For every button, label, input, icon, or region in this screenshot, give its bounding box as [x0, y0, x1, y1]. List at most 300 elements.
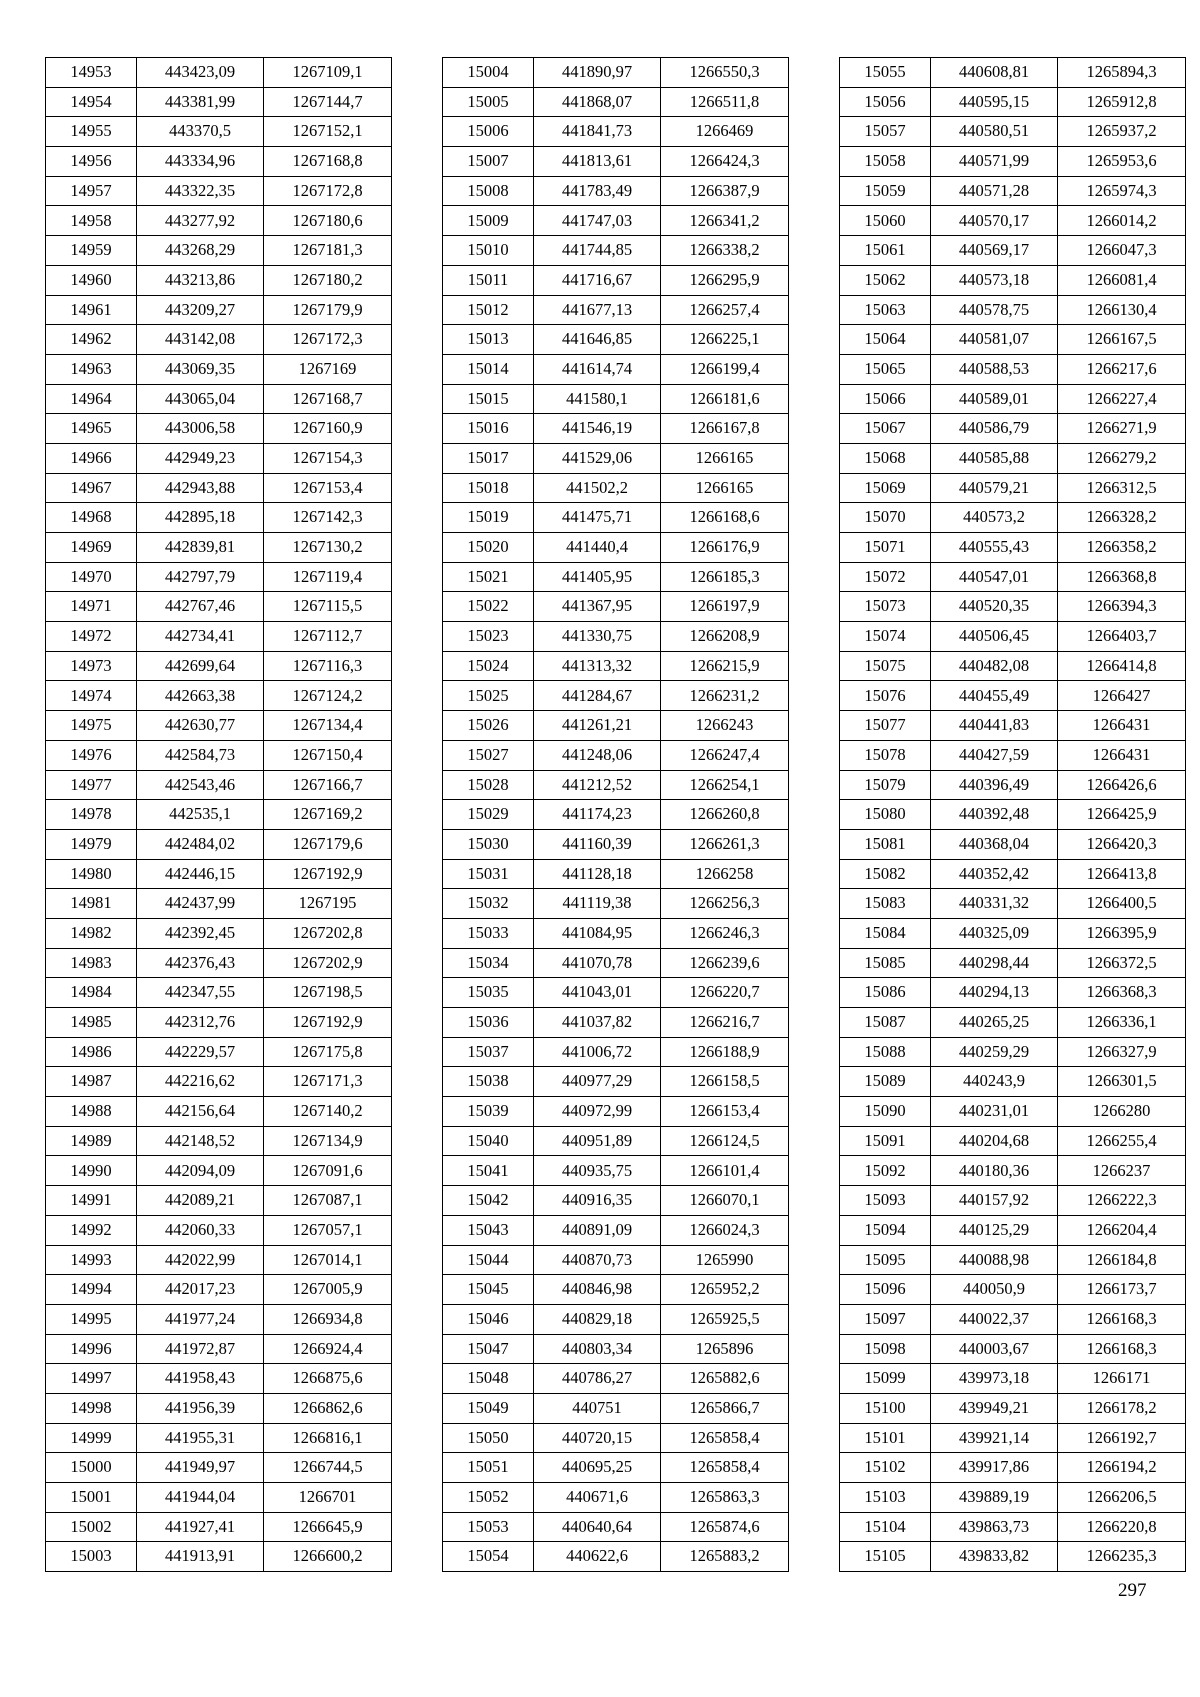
table-row — [443, 1364, 789, 1394]
table-row — [840, 295, 1186, 325]
y-coordinate-cell: 1266184,8 — [1058, 1245, 1186, 1275]
point-number-cell: 15048 — [443, 1364, 534, 1394]
x-coordinate-cell: 439921,14 — [931, 1423, 1058, 1453]
point-number-cell: 15013 — [443, 325, 534, 355]
table-row — [840, 859, 1186, 889]
x-coordinate-cell: 440589,01 — [931, 384, 1058, 414]
table-row — [46, 265, 392, 295]
x-coordinate-cell: 440352,42 — [931, 859, 1058, 889]
point-number-cell: 15027 — [443, 740, 534, 770]
point-number-cell: 15031 — [443, 859, 534, 889]
point-number-cell: 14954 — [46, 87, 137, 117]
point-number-cell: 15043 — [443, 1215, 534, 1245]
y-coordinate-cell: 1267140,2 — [264, 1097, 392, 1127]
table-row — [443, 1156, 789, 1186]
table-row — [46, 622, 392, 652]
point-number-cell: 15033 — [443, 918, 534, 948]
y-coordinate-cell: 1267130,2 — [264, 533, 392, 563]
point-number-cell: 15047 — [443, 1334, 534, 1364]
x-coordinate-cell: 442437,99 — [137, 889, 264, 919]
point-number-cell: 15001 — [46, 1483, 137, 1513]
y-coordinate-cell: 1266101,4 — [661, 1156, 789, 1186]
x-coordinate-cell: 441646,85 — [534, 325, 661, 355]
x-coordinate-cell: 440751 — [534, 1393, 661, 1423]
x-coordinate-cell: 442216,62 — [137, 1067, 264, 1097]
point-number-cell: 15019 — [443, 503, 534, 533]
y-coordinate-cell: 1266387,9 — [661, 176, 789, 206]
y-coordinate-cell: 1267169 — [264, 354, 392, 384]
x-coordinate-cell: 442767,46 — [137, 592, 264, 622]
y-coordinate-cell: 1266243 — [661, 711, 789, 741]
table-row — [46, 87, 392, 117]
table-row — [46, 206, 392, 236]
table-row — [46, 354, 392, 384]
point-number-cell: 15037 — [443, 1037, 534, 1067]
x-coordinate-cell: 442895,18 — [137, 503, 264, 533]
table-row — [46, 918, 392, 948]
point-number-cell: 15039 — [443, 1097, 534, 1127]
point-number-cell: 15023 — [443, 622, 534, 652]
table-row — [443, 1186, 789, 1216]
table-row — [46, 503, 392, 533]
point-number-cell: 15085 — [840, 948, 931, 978]
point-number-cell: 15079 — [840, 770, 931, 800]
point-number-cell: 14958 — [46, 206, 137, 236]
y-coordinate-cell: 1267168,8 — [264, 147, 392, 177]
point-number-cell: 15075 — [840, 651, 931, 681]
x-coordinate-cell: 440003,67 — [931, 1334, 1058, 1364]
point-number-cell: 14988 — [46, 1097, 137, 1127]
table-row — [46, 1304, 392, 1334]
table-row — [46, 1186, 392, 1216]
x-coordinate-cell: 440671,6 — [534, 1483, 661, 1513]
table-row — [840, 1008, 1186, 1038]
table-row — [46, 889, 392, 919]
x-coordinate-cell: 440581,07 — [931, 325, 1058, 355]
y-coordinate-cell: 1266168,3 — [1058, 1304, 1186, 1334]
point-number-cell: 15082 — [840, 859, 931, 889]
point-number-cell: 15105 — [840, 1542, 931, 1572]
point-number-cell: 15080 — [840, 800, 931, 830]
x-coordinate-cell: 439917,86 — [931, 1453, 1058, 1483]
table-row — [840, 829, 1186, 859]
point-number-cell: 14967 — [46, 473, 137, 503]
y-coordinate-cell: 1267179,9 — [264, 295, 392, 325]
x-coordinate-cell: 443334,96 — [137, 147, 264, 177]
y-coordinate-cell: 1265894,3 — [1058, 58, 1186, 88]
y-coordinate-cell: 1266338,2 — [661, 236, 789, 266]
point-number-cell: 15007 — [443, 147, 534, 177]
x-coordinate-cell: 441367,95 — [534, 592, 661, 622]
page-number: 297 — [1118, 1580, 1147, 1601]
y-coordinate-cell: 1266431 — [1058, 740, 1186, 770]
table-row — [46, 295, 392, 325]
table-row — [46, 978, 392, 1008]
y-coordinate-cell: 1266261,3 — [661, 829, 789, 859]
point-number-cell: 15089 — [840, 1067, 931, 1097]
x-coordinate-cell: 443322,35 — [137, 176, 264, 206]
table-row — [443, 533, 789, 563]
table-row — [840, 1453, 1186, 1483]
x-coordinate-cell: 440022,37 — [931, 1304, 1058, 1334]
point-number-cell: 15053 — [443, 1512, 534, 1542]
table-row — [840, 176, 1186, 206]
table-row — [443, 236, 789, 266]
table-row — [443, 473, 789, 503]
x-coordinate-cell: 441949,97 — [137, 1453, 264, 1483]
y-coordinate-cell: 1265874,6 — [661, 1512, 789, 1542]
y-coordinate-cell: 1266165 — [661, 473, 789, 503]
table-row — [46, 147, 392, 177]
x-coordinate-cell: 443370,5 — [137, 117, 264, 147]
point-number-cell: 15093 — [840, 1186, 931, 1216]
point-number-cell: 15045 — [443, 1275, 534, 1305]
table-row — [443, 1423, 789, 1453]
table-row — [840, 1364, 1186, 1394]
table-row — [46, 740, 392, 770]
x-coordinate-cell: 440520,35 — [931, 592, 1058, 622]
table-row — [443, 206, 789, 236]
x-coordinate-cell: 441546,19 — [534, 414, 661, 444]
table-row — [840, 918, 1186, 948]
y-coordinate-cell: 1266199,4 — [661, 354, 789, 384]
table-row — [443, 978, 789, 1008]
y-coordinate-cell: 1266701 — [264, 1483, 392, 1513]
table-row — [46, 176, 392, 206]
point-number-cell: 15087 — [840, 1008, 931, 1038]
x-coordinate-cell: 440622,6 — [534, 1542, 661, 1572]
point-number-cell: 15076 — [840, 681, 931, 711]
table-row — [46, 384, 392, 414]
point-number-cell: 15038 — [443, 1067, 534, 1097]
x-coordinate-cell: 440586,79 — [931, 414, 1058, 444]
x-coordinate-cell: 443069,35 — [137, 354, 264, 384]
table-row — [46, 1215, 392, 1245]
point-number-cell: 15063 — [840, 295, 931, 325]
y-coordinate-cell: 1266176,9 — [661, 533, 789, 563]
x-coordinate-cell: 442060,33 — [137, 1215, 264, 1245]
x-coordinate-cell: 440916,35 — [534, 1186, 661, 1216]
y-coordinate-cell: 1266024,3 — [661, 1215, 789, 1245]
x-coordinate-cell: 440231,01 — [931, 1097, 1058, 1127]
y-coordinate-cell: 1266816,1 — [264, 1423, 392, 1453]
x-coordinate-cell: 442949,23 — [137, 443, 264, 473]
point-number-cell: 14996 — [46, 1334, 137, 1364]
x-coordinate-cell: 440427,59 — [931, 740, 1058, 770]
table-row — [840, 1334, 1186, 1364]
table-row — [46, 859, 392, 889]
point-number-cell: 15011 — [443, 265, 534, 295]
table-row — [46, 236, 392, 266]
y-coordinate-cell: 1265882,6 — [661, 1364, 789, 1394]
x-coordinate-cell: 442094,09 — [137, 1156, 264, 1186]
table-row — [46, 1067, 392, 1097]
point-number-cell: 15062 — [840, 265, 931, 295]
table-row — [46, 443, 392, 473]
table-row — [443, 117, 789, 147]
table-row — [46, 325, 392, 355]
y-coordinate-cell: 1267172,8 — [264, 176, 392, 206]
point-number-cell: 14979 — [46, 829, 137, 859]
point-number-cell: 15030 — [443, 829, 534, 859]
y-coordinate-cell: 1265858,4 — [661, 1453, 789, 1483]
table-row — [46, 1037, 392, 1067]
x-coordinate-cell: 441747,03 — [534, 206, 661, 236]
x-coordinate-cell: 443213,86 — [137, 265, 264, 295]
table-row — [840, 948, 1186, 978]
y-coordinate-cell: 1267198,5 — [264, 978, 392, 1008]
y-coordinate-cell: 1266153,4 — [661, 1097, 789, 1127]
point-number-cell: 15022 — [443, 592, 534, 622]
table-row — [46, 592, 392, 622]
y-coordinate-cell: 1266368,3 — [1058, 978, 1186, 1008]
x-coordinate-cell: 440580,51 — [931, 117, 1058, 147]
point-number-cell: 14961 — [46, 295, 137, 325]
point-number-cell: 15098 — [840, 1334, 931, 1364]
point-number-cell: 15050 — [443, 1423, 534, 1453]
x-coordinate-cell: 440870,73 — [534, 1245, 661, 1275]
table-row — [840, 1245, 1186, 1275]
x-coordinate-cell: 442376,43 — [137, 948, 264, 978]
table-row — [443, 1245, 789, 1275]
x-coordinate-cell: 440125,29 — [931, 1215, 1058, 1245]
x-coordinate-cell: 442630,77 — [137, 711, 264, 741]
point-number-cell: 14976 — [46, 740, 137, 770]
point-number-cell: 14959 — [46, 236, 137, 266]
y-coordinate-cell: 1265952,2 — [661, 1275, 789, 1305]
table-row — [46, 1275, 392, 1305]
y-coordinate-cell: 1266280 — [1058, 1097, 1186, 1127]
y-coordinate-cell: 1266257,4 — [661, 295, 789, 325]
point-number-cell: 15064 — [840, 325, 931, 355]
y-coordinate-cell: 1265896 — [661, 1334, 789, 1364]
y-coordinate-cell: 1265953,6 — [1058, 147, 1186, 177]
y-coordinate-cell: 1266368,8 — [1058, 562, 1186, 592]
point-number-cell: 15020 — [443, 533, 534, 563]
x-coordinate-cell: 440578,75 — [931, 295, 1058, 325]
x-coordinate-cell: 439949,21 — [931, 1393, 1058, 1423]
y-coordinate-cell: 1267152,1 — [264, 117, 392, 147]
table-row — [840, 354, 1186, 384]
y-coordinate-cell: 1266744,5 — [264, 1453, 392, 1483]
table-row — [443, 1067, 789, 1097]
y-coordinate-cell: 1267091,6 — [264, 1156, 392, 1186]
y-coordinate-cell: 1266220,8 — [1058, 1512, 1186, 1542]
x-coordinate-cell: 442392,45 — [137, 918, 264, 948]
coordinates-table-3 — [839, 57, 1186, 1572]
x-coordinate-cell: 443277,92 — [137, 206, 264, 236]
point-number-cell: 14972 — [46, 622, 137, 652]
x-coordinate-cell: 440455,49 — [931, 681, 1058, 711]
x-coordinate-cell: 440396,49 — [931, 770, 1058, 800]
x-coordinate-cell: 442347,55 — [137, 978, 264, 1008]
y-coordinate-cell: 1265974,3 — [1058, 176, 1186, 206]
table-row — [840, 87, 1186, 117]
x-coordinate-cell: 442584,73 — [137, 740, 264, 770]
point-number-cell: 15028 — [443, 770, 534, 800]
x-coordinate-cell: 443209,27 — [137, 295, 264, 325]
y-coordinate-cell: 1266426,6 — [1058, 770, 1186, 800]
point-number-cell: 15025 — [443, 681, 534, 711]
table-row — [443, 1126, 789, 1156]
point-number-cell: 15010 — [443, 236, 534, 266]
x-coordinate-cell: 440846,98 — [534, 1275, 661, 1305]
point-number-cell: 15074 — [840, 622, 931, 652]
x-coordinate-cell: 440157,92 — [931, 1186, 1058, 1216]
table-row — [443, 1483, 789, 1513]
x-coordinate-cell: 440951,89 — [534, 1126, 661, 1156]
point-number-cell: 14994 — [46, 1275, 137, 1305]
table-row — [840, 58, 1186, 88]
point-number-cell: 15088 — [840, 1037, 931, 1067]
y-coordinate-cell: 1266168,6 — [661, 503, 789, 533]
table-row — [840, 562, 1186, 592]
point-number-cell: 14968 — [46, 503, 137, 533]
x-coordinate-cell: 440298,44 — [931, 948, 1058, 978]
point-number-cell: 14982 — [46, 918, 137, 948]
y-coordinate-cell: 1266327,9 — [1058, 1037, 1186, 1067]
y-coordinate-cell: 1267119,4 — [264, 562, 392, 592]
x-coordinate-cell: 441913,91 — [137, 1542, 264, 1572]
x-coordinate-cell: 440259,29 — [931, 1037, 1058, 1067]
point-number-cell: 15000 — [46, 1453, 137, 1483]
y-coordinate-cell: 1266178,2 — [1058, 1393, 1186, 1423]
table-row — [46, 1393, 392, 1423]
point-number-cell: 15054 — [443, 1542, 534, 1572]
x-coordinate-cell: 442734,41 — [137, 622, 264, 652]
y-coordinate-cell: 1266215,9 — [661, 651, 789, 681]
table-row — [840, 1423, 1186, 1453]
table-row — [840, 651, 1186, 681]
y-coordinate-cell: 1266550,3 — [661, 58, 789, 88]
point-number-cell: 15017 — [443, 443, 534, 473]
table-row — [46, 1126, 392, 1156]
y-coordinate-cell: 1266124,5 — [661, 1126, 789, 1156]
y-coordinate-cell: 1266645,9 — [264, 1512, 392, 1542]
y-coordinate-cell: 1267153,4 — [264, 473, 392, 503]
table-row — [840, 1186, 1186, 1216]
y-coordinate-cell: 1267154,3 — [264, 443, 392, 473]
table-row — [443, 740, 789, 770]
y-coordinate-cell: 1267134,4 — [264, 711, 392, 741]
y-coordinate-cell: 1266295,9 — [661, 265, 789, 295]
y-coordinate-cell: 1266014,2 — [1058, 206, 1186, 236]
coordinates-table-2 — [442, 57, 789, 1572]
x-coordinate-cell: 440608,81 — [931, 58, 1058, 88]
y-coordinate-cell: 1265858,4 — [661, 1423, 789, 1453]
table-row — [46, 948, 392, 978]
point-number-cell: 15060 — [840, 206, 931, 236]
table-row — [443, 1393, 789, 1423]
point-number-cell: 15066 — [840, 384, 931, 414]
table-row — [443, 622, 789, 652]
y-coordinate-cell: 1265863,3 — [661, 1483, 789, 1513]
table-row — [840, 1156, 1186, 1186]
table-row — [443, 1037, 789, 1067]
x-coordinate-cell: 440977,29 — [534, 1067, 661, 1097]
point-number-cell: 14993 — [46, 1245, 137, 1275]
point-number-cell: 14974 — [46, 681, 137, 711]
table-row — [443, 1097, 789, 1127]
x-coordinate-cell: 441972,87 — [137, 1334, 264, 1364]
x-coordinate-cell: 439973,18 — [931, 1364, 1058, 1394]
x-coordinate-cell: 441440,4 — [534, 533, 661, 563]
y-coordinate-cell: 1267180,2 — [264, 265, 392, 295]
point-number-cell: 15061 — [840, 236, 931, 266]
table-row — [840, 592, 1186, 622]
point-number-cell: 15091 — [840, 1126, 931, 1156]
x-coordinate-cell: 441119,38 — [534, 889, 661, 919]
table-row — [840, 117, 1186, 147]
y-coordinate-cell: 1266185,3 — [661, 562, 789, 592]
x-coordinate-cell: 441502,2 — [534, 473, 661, 503]
y-coordinate-cell: 1267144,7 — [264, 87, 392, 117]
point-number-cell: 14989 — [46, 1126, 137, 1156]
table-row — [443, 1512, 789, 1542]
y-coordinate-cell: 1266220,7 — [661, 978, 789, 1008]
table-row — [46, 533, 392, 563]
point-number-cell: 14978 — [46, 800, 137, 830]
point-number-cell: 15051 — [443, 1453, 534, 1483]
y-coordinate-cell: 1266168,3 — [1058, 1334, 1186, 1364]
y-coordinate-cell: 1267179,6 — [264, 829, 392, 859]
table-row — [46, 1334, 392, 1364]
table-row — [443, 592, 789, 622]
y-coordinate-cell: 1266425,9 — [1058, 800, 1186, 830]
point-number-cell: 14966 — [46, 443, 137, 473]
table-row — [46, 1542, 392, 1572]
point-number-cell: 15024 — [443, 651, 534, 681]
y-coordinate-cell: 1266047,3 — [1058, 236, 1186, 266]
y-coordinate-cell: 1266279,2 — [1058, 443, 1186, 473]
table-row — [840, 533, 1186, 563]
point-number-cell: 15068 — [840, 443, 931, 473]
y-coordinate-cell: 1266301,5 — [1058, 1067, 1186, 1097]
table-row — [443, 651, 789, 681]
point-number-cell: 15042 — [443, 1186, 534, 1216]
table-row — [840, 325, 1186, 355]
y-coordinate-cell: 1266394,3 — [1058, 592, 1186, 622]
y-coordinate-cell: 1266414,8 — [1058, 651, 1186, 681]
point-number-cell: 15103 — [840, 1483, 931, 1513]
table-row — [443, 889, 789, 919]
point-number-cell: 15008 — [443, 176, 534, 206]
y-coordinate-cell: 1266424,3 — [661, 147, 789, 177]
x-coordinate-cell: 441868,07 — [534, 87, 661, 117]
x-coordinate-cell: 440243,9 — [931, 1067, 1058, 1097]
table-row — [443, 1453, 789, 1483]
table-row — [46, 1483, 392, 1513]
y-coordinate-cell: 1266420,3 — [1058, 829, 1186, 859]
x-coordinate-cell: 440547,01 — [931, 562, 1058, 592]
y-coordinate-cell: 1267192,9 — [264, 1008, 392, 1038]
point-number-cell: 15099 — [840, 1364, 931, 1394]
x-coordinate-cell: 440331,32 — [931, 889, 1058, 919]
table-row — [443, 1542, 789, 1572]
x-coordinate-cell: 442229,57 — [137, 1037, 264, 1067]
x-coordinate-cell: 440441,83 — [931, 711, 1058, 741]
x-coordinate-cell: 441614,74 — [534, 354, 661, 384]
point-number-cell: 14956 — [46, 147, 137, 177]
y-coordinate-cell: 1265883,2 — [661, 1542, 789, 1572]
point-number-cell: 14960 — [46, 265, 137, 295]
table-row — [443, 384, 789, 414]
y-coordinate-cell: 1266358,2 — [1058, 533, 1186, 563]
y-coordinate-cell: 1265866,7 — [661, 1393, 789, 1423]
y-coordinate-cell: 1266341,2 — [661, 206, 789, 236]
y-coordinate-cell: 1266400,5 — [1058, 889, 1186, 919]
table-row — [840, 1215, 1186, 1245]
